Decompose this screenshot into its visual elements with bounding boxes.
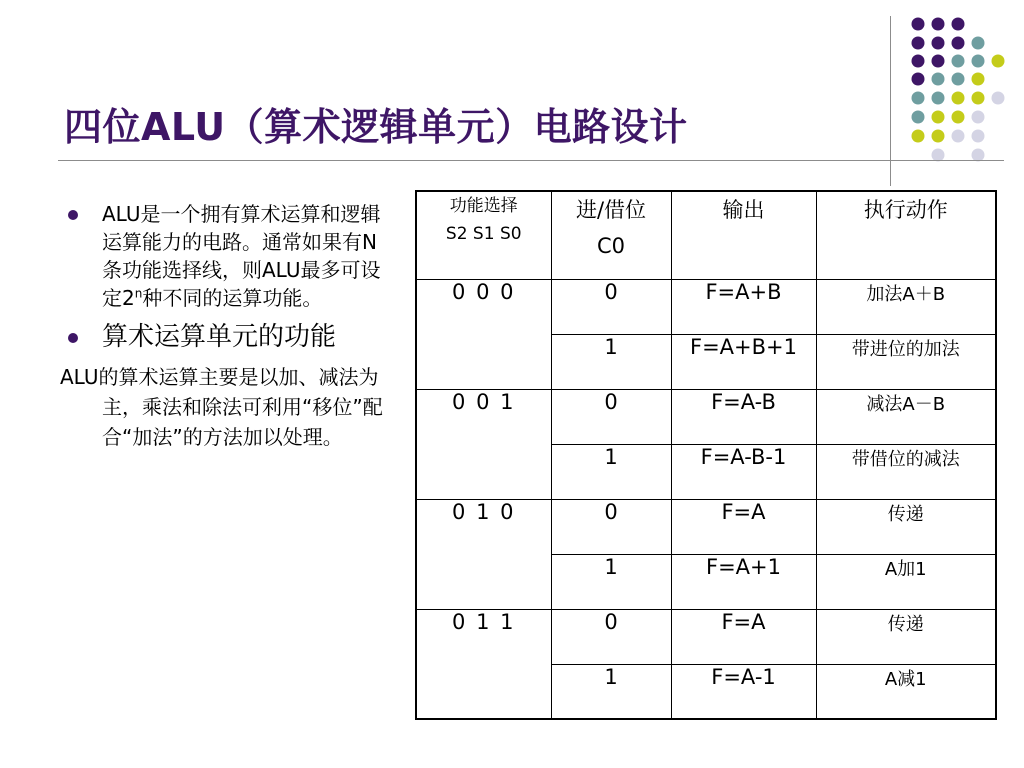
bullet-arithmetic-unit	[60, 320, 392, 354]
bullet-dot-icon	[68, 210, 78, 220]
carry-cell: 1	[551, 334, 671, 389]
header-function-select	[416, 191, 551, 279]
bullet1-text: ALU是一个拥有算术运算和逻辑运算能力的电路。通常如果有N条功能选择线，则ALU最多可设定2	[102, 202, 381, 310]
output-cell: F=A-1	[671, 664, 816, 719]
action-cell: A加1	[816, 554, 996, 609]
carry-cell: 1	[551, 554, 671, 609]
action-cell: 带进位的加法	[816, 334, 996, 389]
bullet1-superscript: n	[134, 286, 143, 301]
action-cell: 减法A－B	[816, 389, 996, 444]
header-function-select-line1: 功能选择	[449, 196, 518, 216]
header-carry	[551, 191, 671, 279]
header-output: 输出	[671, 191, 816, 279]
select-cell: 0 0 1	[416, 389, 551, 499]
output-cell: F=A	[671, 499, 816, 554]
table-row	[416, 499, 996, 554]
alu-function-table	[415, 190, 997, 720]
table-row	[416, 389, 996, 444]
table-row	[416, 609, 996, 664]
carry-cell: 0	[551, 279, 671, 334]
carry-cell: 0	[551, 389, 671, 444]
slide-title: 四位ALU（算术逻辑单元）电路设计	[64, 105, 688, 149]
output-cell: F=A+1	[671, 554, 816, 609]
bullet2-text: 算术运算单元的功能	[102, 322, 337, 352]
select-cell: 0 1 1	[416, 609, 551, 719]
header-action: 执行动作	[816, 191, 996, 279]
yellow-dots	[912, 55, 1005, 143]
output-cell: F=A-B-1	[671, 444, 816, 499]
table-row	[416, 279, 996, 334]
output-cell: F=A-B	[671, 389, 816, 444]
output-cell: F=A	[671, 609, 816, 664]
bullet1-tail-text: 种不同的运算功能。	[142, 286, 323, 310]
action-cell: 传递	[816, 609, 996, 664]
carry-cell: 1	[551, 664, 671, 719]
horizontal-divider	[58, 160, 1004, 161]
arithmetic-paragraph: ALU的算术运算主要是以加、减法为主，乘法和除法可利用“移位”配合“加法”的方法加以处理。	[60, 365, 383, 449]
header-function-select-line2: S2 S1 S0	[445, 224, 522, 244]
bullet-alu-definition	[60, 200, 392, 312]
table-header-row	[416, 191, 996, 279]
action-cell: A减1	[816, 664, 996, 719]
select-cell: 0 0 0	[416, 279, 551, 389]
carry-cell: 0	[551, 609, 671, 664]
header-carry-line2: C0	[596, 234, 626, 258]
output-cell: F=A+B+1	[671, 334, 816, 389]
carry-cell: 0	[551, 499, 671, 554]
bullet-dot-icon	[68, 333, 78, 343]
decorative-dot-grid	[0, 0, 1024, 190]
output-cell: F=A+B	[671, 279, 816, 334]
header-carry-line1: 进/借位	[575, 198, 647, 222]
select-cell: 0 1 0	[416, 499, 551, 609]
action-cell: 传递	[816, 499, 996, 554]
action-cell: 加法A＋B	[816, 279, 996, 334]
left-text-column	[60, 200, 392, 452]
carry-cell: 1	[551, 444, 671, 499]
action-cell: 带借位的减法	[816, 444, 996, 499]
